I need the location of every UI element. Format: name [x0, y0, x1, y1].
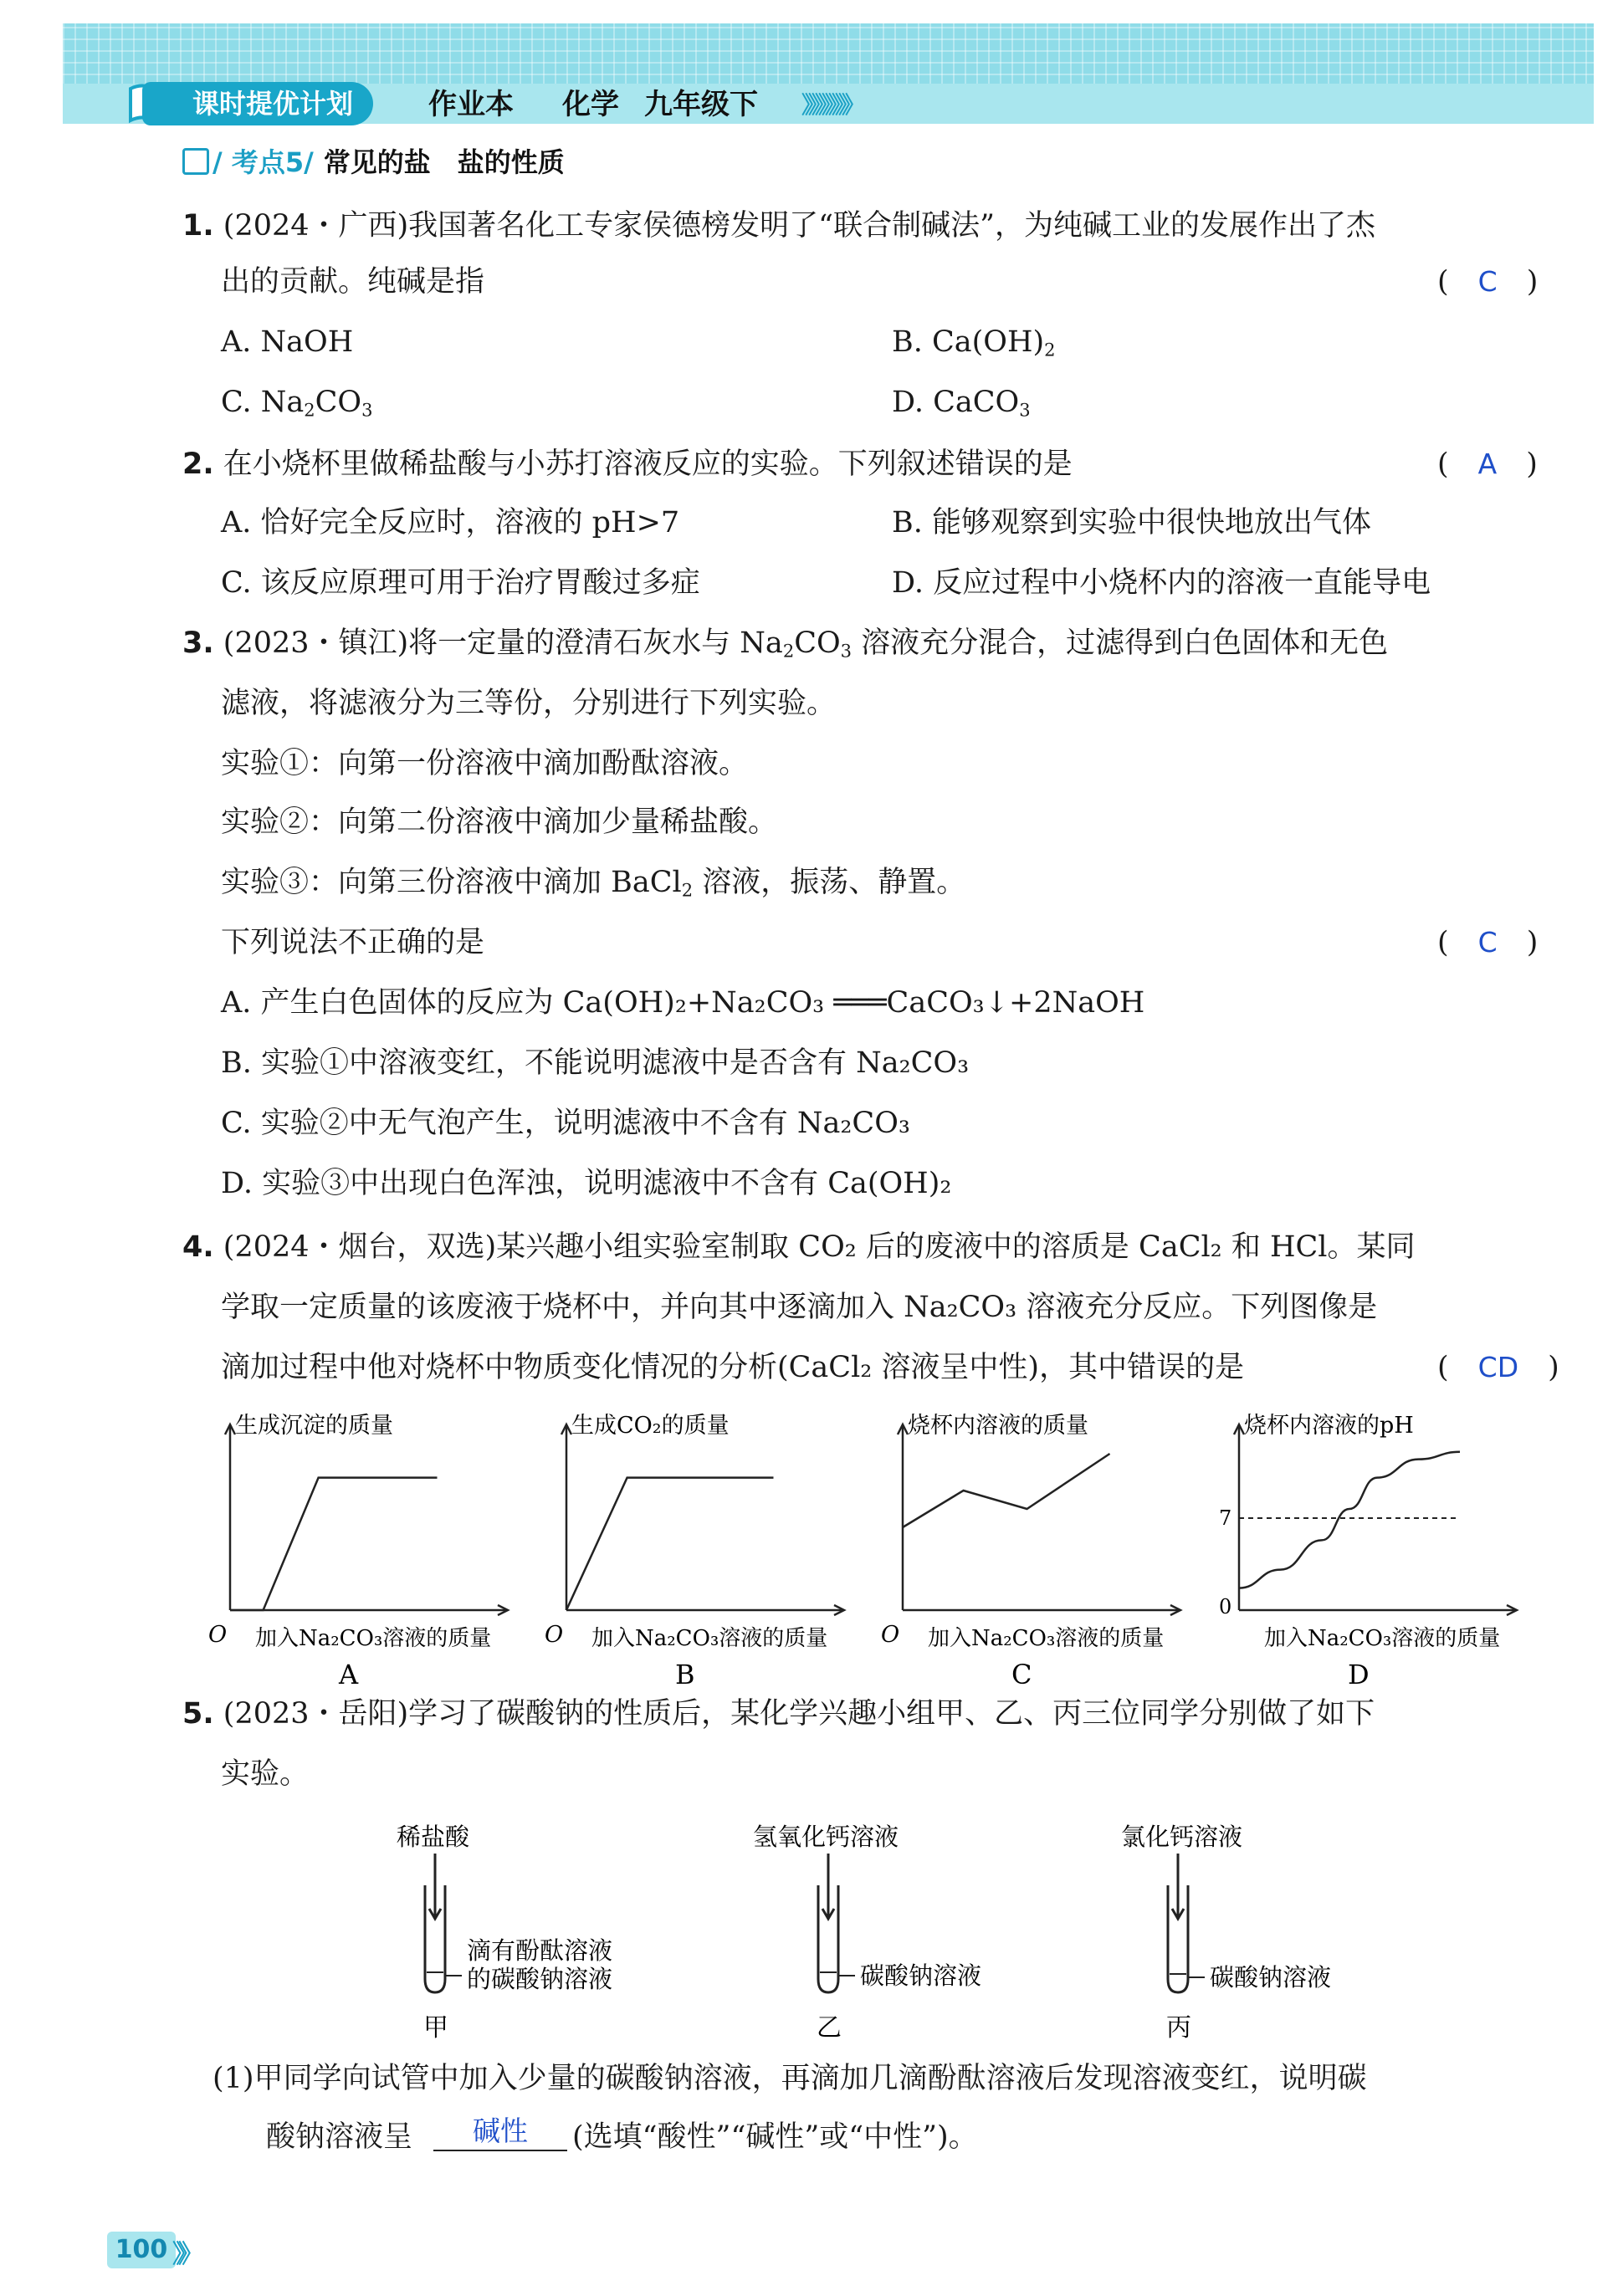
q3-line1: 3. (2023・镇江)将一定量的澄清石灰水与 $Na_2CO_3$ 溶液充分混合，过滤得到白色固体和无色 [182, 626, 1389, 662]
q4-line3: 滴加过程中他对烧杯中物质变化情况的分析(CaCl₂ 溶液呈中性)，其中错误的是 [221, 1351, 1245, 1384]
graph-ylabel: 烧杯内溶液的pH [1244, 1413, 1414, 1439]
header-chevrons: 》》》》》》》 [801, 91, 861, 119]
graph-xlabel: 加入Na₂CO₃溶液的质量 [591, 1626, 828, 1651]
tube-jia-content-2: 的碳酸钠溶液 [467, 1965, 613, 1993]
graph-label-D: D [1348, 1659, 1370, 1690]
q5-sub1-line2-pre: 酸钠溶液呈 [266, 2120, 413, 2154]
graph-xlabel: 加入Na₂CO₃溶液的质量 [928, 1626, 1165, 1651]
q3-experiment-2: 实验②：向第二份溶液中滴加少量稀盐酸。 [221, 805, 778, 839]
q5-sub1-line2-post: (选填“酸性”“碱性”或“中性”)。 [572, 2120, 978, 2154]
q2-option-a: A. 恰好完全反应时，溶液的 pH>7 [221, 506, 680, 539]
graph-ylabel: 烧杯内溶液的质量 [908, 1413, 1088, 1439]
q2-answer: ( A ) [1437, 447, 1538, 481]
graph-ylabel: 生成CO₂的质量 [571, 1413, 730, 1439]
page-chevrons: 》》 [172, 2240, 197, 2269]
tube-yi-reagent: 氢氧化钙溶液 [753, 1823, 899, 1851]
q5-line1: 5. (2023・岳阳)学习了碳酸钠的性质后，某化学兴趣小组甲、乙、丙三位同学分别做了如下 [182, 1697, 1375, 1731]
graph-xlabel: 加入Na₂CO₃溶液的质量 [1264, 1626, 1501, 1651]
ytick-0: 0 [1219, 1595, 1232, 1618]
q4-line1: 4. (2024・烟台，双选)某兴趣小组实验室制取 CO₂ 后的废液中的溶质是 CaCl₂ 和 HCl。某同 [182, 1230, 1416, 1264]
book-type: 作业本 [428, 88, 514, 121]
tube-jia-content-1: 滴有酚酞溶液 [467, 1936, 613, 1965]
q3-answer: ( C ) [1437, 926, 1539, 959]
test-tube-yi [753, 1823, 981, 2043]
graph-D [1219, 1413, 1517, 1690]
q1-line1: 1. (2024・广西)我国著名化工专家侯德榜发明了“联合制碱法”，为纯碱工业的发展作出了杰 [182, 209, 1375, 243]
q3-experiment-1: 实验①：向第一份溶液中滴加酚酞溶液。 [221, 747, 749, 780]
q5-line2: 实验。 [221, 1757, 310, 1791]
q2-option-b: B. 能够观察到实验中很快地放出气体 [892, 506, 1371, 539]
graph-label-C: C [1011, 1659, 1032, 1690]
graph-A [208, 1413, 508, 1690]
graph-label-B: B [675, 1659, 695, 1690]
q2-line1: 2. 在小烧杯里做稀盐酸与小苏打溶液反应的实验。下列叙述错误的是 [182, 447, 1073, 481]
q1-answer: ( C ) [1437, 265, 1539, 299]
q5-test-tube-diagram [368, 1815, 1372, 2058]
q4-line2: 学取一定质量的该废液于烧杯中，并向其中逐滴加入 Na₂CO₃ 溶液充分反应。下列图像是 [221, 1291, 1378, 1324]
q2-option-c: C. 该反应原理可用于治疗胃酸过多症 [221, 566, 700, 600]
graph-ylabel: 生成沉淀的质量 [235, 1413, 393, 1439]
graph-label-A: A [339, 1659, 359, 1690]
q4-graphs [201, 1405, 1539, 1690]
tube-bing-reagent: 氯化钙溶液 [1121, 1823, 1243, 1851]
tube-yi-content: 碳酸钠溶液 [860, 1961, 982, 1990]
test-tube-jia [397, 1823, 612, 2043]
q3-option-a: A. 产生白色固体的反应为 Ca(OH)₂+Na₂CO₃ ═══CaCO₃↓+2NaOH [221, 986, 1145, 1020]
q1-option-c: C. $Na_2CO_3$ [221, 386, 373, 421]
ytick-7: 7 [1219, 1506, 1232, 1530]
graph-origin: O [545, 1622, 564, 1648]
section-title: 常见的盐 盐的性质 [323, 146, 565, 178]
grade-label: 九年级下 [644, 88, 758, 121]
q2-option-d: D. 反应过程中小烧杯内的溶液一直能导电 [892, 566, 1431, 600]
q1-option-b: B. $Ca(OH)_2$ [892, 325, 1056, 361]
series-line-A [230, 1478, 438, 1610]
graph-origin: O [208, 1622, 228, 1648]
q3-line2: 滤液，将滤液分为三等份，分别进行下列实验。 [221, 687, 837, 720]
test-tube-bing [1121, 1823, 1331, 2043]
subject-label: 化学 [562, 88, 619, 121]
tube-jia-label: 甲 [423, 2013, 448, 2043]
q3-option-b: B. 实验①中溶液变红，不能说明滤液中是否含有 Na₂CO₃ [221, 1046, 970, 1080]
brand-badge: 课时提优计划 [142, 82, 373, 125]
note-icon [182, 148, 209, 175]
q5-sub1-line1: (1)甲同学向试管中加入少量的碳酸钠溶液，再滴加几滴酚酞溶液后发现溶液变红，说明碳 [212, 2062, 1367, 2095]
q3-option-c: C. 实验②中无气泡产生，说明滤液中不含有 Na₂CO₃ [221, 1107, 910, 1140]
graph-origin: O [881, 1622, 900, 1648]
tube-yi-label: 乙 [817, 2013, 842, 2043]
q1-line2: 出的贡献。纯碱是指 [221, 265, 485, 299]
q3-option-d: D. 实验③中出现白色浑浊，说明滤液中不含有 Ca(OH)₂ [221, 1167, 952, 1200]
series-line-D [1239, 1452, 1460, 1588]
tube-bing-content: 碳酸钠溶液 [1210, 1963, 1332, 1992]
graph-B [545, 1413, 844, 1690]
section-tag: 考点5 [231, 146, 305, 178]
series-line-C [903, 1454, 1110, 1527]
q3-experiment-3: 实验③：向第三份溶液中滴加 BaCl$_2$ 溶液，振荡、静置。 [221, 866, 966, 901]
q1-option-a: A. NaOH [221, 325, 354, 359]
q3-stem: 下列说法不正确的是 [221, 926, 485, 959]
graph-C [881, 1413, 1180, 1690]
page-number: 100 [107, 2232, 176, 2268]
q1-option-d: D. CaCO$_3$ [892, 386, 1031, 421]
section-heading: / 考点5/ 常见的盐 盐的性质 [182, 144, 565, 181]
tube-bing-label: 丙 [1166, 2013, 1191, 2043]
graph-xlabel: 加入Na₂CO₃溶液的质量 [255, 1626, 492, 1651]
q5-sub1-answer-blank: 碱性 [433, 2113, 567, 2151]
tube-jia-reagent: 稀盐酸 [397, 1823, 470, 1851]
q4-answer: ( CD ) [1437, 1351, 1559, 1384]
series-line-B [566, 1478, 774, 1610]
